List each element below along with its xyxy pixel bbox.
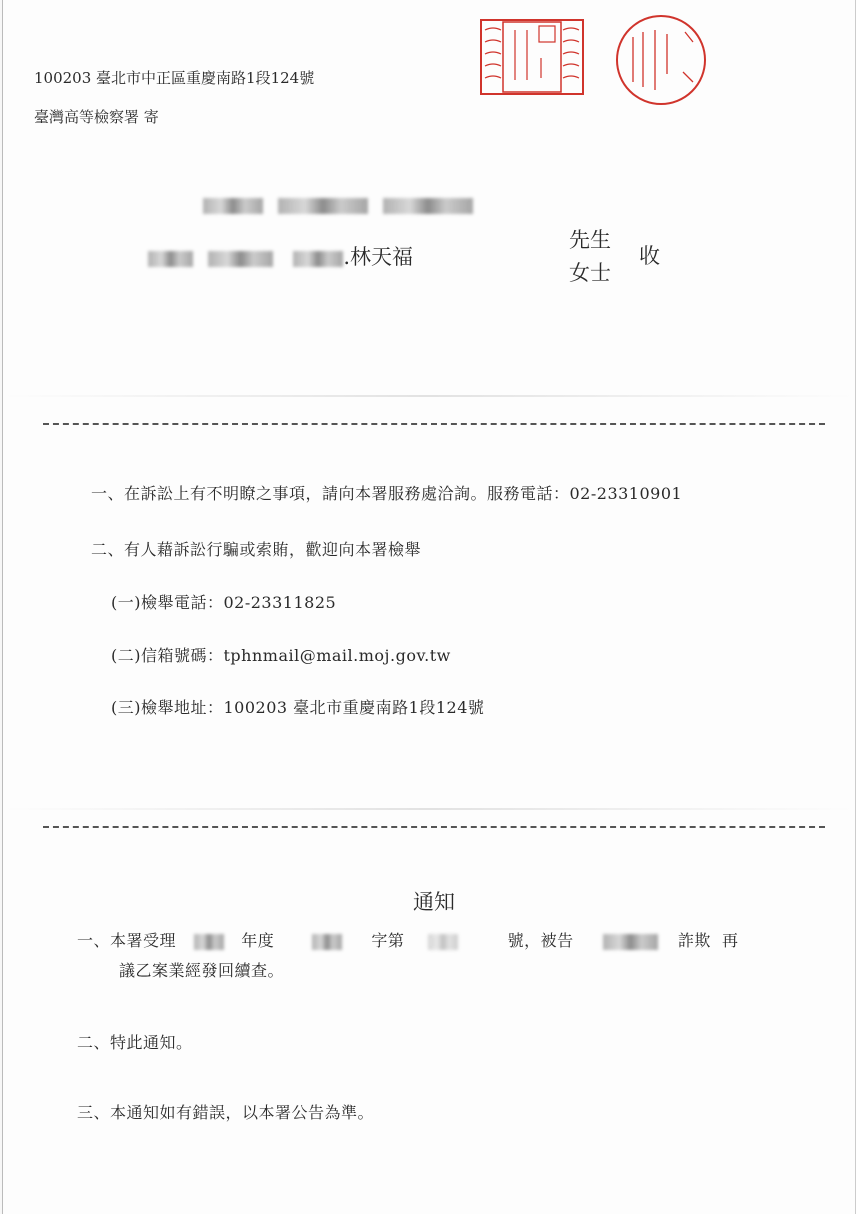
recipient-name-text: .林天福 <box>343 245 414 269</box>
notice-item-1 <box>77 928 739 951</box>
notice-text: 字第 <box>371 931 405 950</box>
notice-title: 通知 <box>413 890 455 914</box>
notice-text: 年度 <box>241 931 275 950</box>
notice-item-2: 二、特此通知。 <box>77 1033 193 1052</box>
notice-item-1-continued: 議乙案業經發回續查。 <box>119 961 285 980</box>
postmark-stamp <box>613 12 709 108</box>
notice-text: 一、本署受理 <box>77 931 177 950</box>
divider <box>43 423 825 425</box>
honorific-female: 女士 <box>569 261 611 285</box>
postage-meter-stamp <box>479 18 587 96</box>
report-address: (三)檢舉地址：100203 臺北市重慶南路1段124號 <box>111 698 485 717</box>
report-phone: (一)檢舉電話：02-23311825 <box>111 593 337 612</box>
document-page <box>2 0 856 1214</box>
sender-name: 臺灣高等檢察署 寄 <box>34 108 159 126</box>
sender-address: 100203 臺北市中正區重慶南路1段124號 <box>34 69 315 87</box>
divider <box>43 826 825 828</box>
honorific-male: 先生 <box>569 228 611 252</box>
notice-text: 詐欺 再 <box>677 931 739 950</box>
info-item-2: 二、有人藉訴訟行騙或索賄，歡迎向本署檢舉 <box>91 540 422 559</box>
fold-line <box>3 395 855 397</box>
info-item-1: 一、在訴訟上有不明瞭之事項，請向本署服務處洽詢。服務電話：02-23310901 <box>91 484 683 503</box>
notice-item-3: 三、本通知如有錯誤，以本署公告為準。 <box>77 1103 375 1122</box>
report-email: (二)信箱號碼：tphnmail@mail.moj.gov.tw <box>111 646 451 665</box>
redacted-address <box>203 195 473 214</box>
fold-line <box>3 808 855 810</box>
receive-label: 收 <box>639 244 660 268</box>
recipient-name <box>148 241 413 271</box>
notice-text: 號，被告 <box>507 931 574 950</box>
